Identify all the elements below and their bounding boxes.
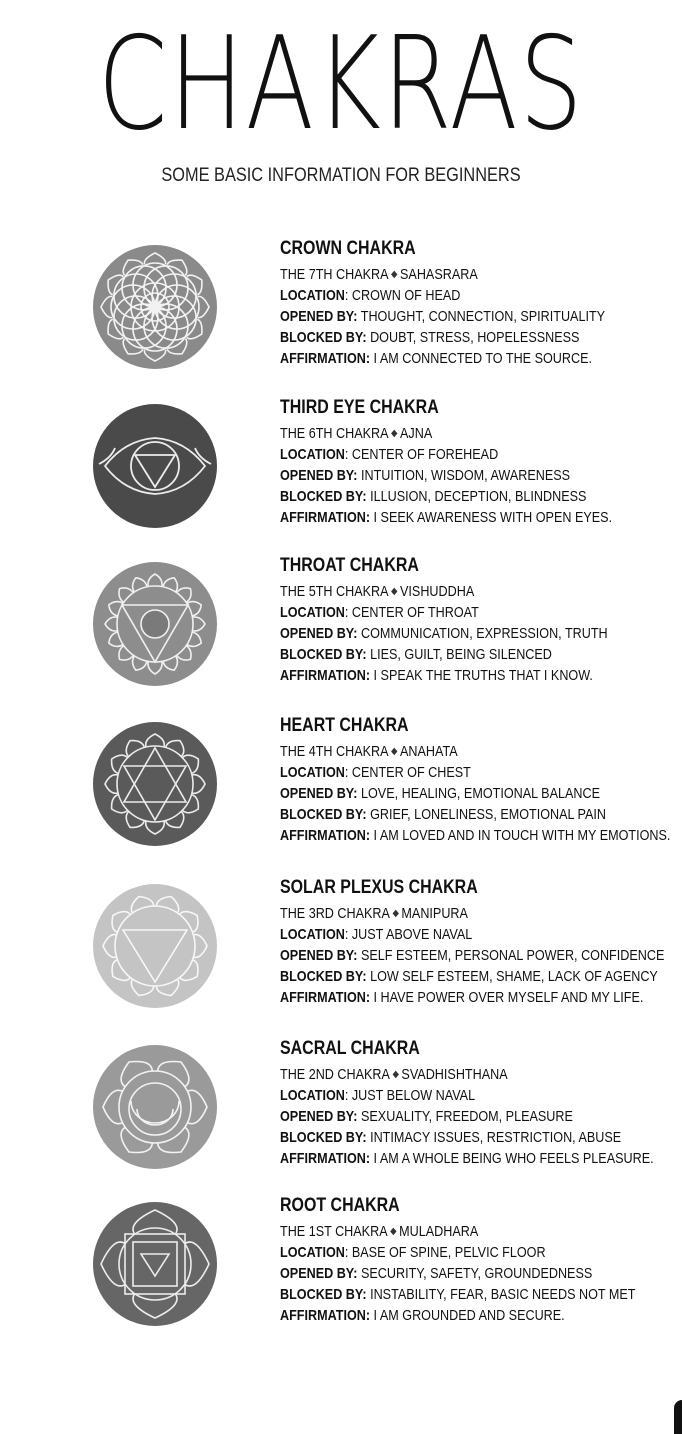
blocked-by-value: LOW SELF ESTEEM, SHAME, LACK OF AGENCY bbox=[370, 968, 658, 985]
opened-by-value: INTUITION, WISDOM, AWARENESS bbox=[360, 467, 571, 484]
location-label: LOCATION bbox=[280, 1244, 345, 1261]
page-title: CHAKRAS bbox=[97, 10, 585, 159]
opened-by-value: LOVE, HEALING, EMOTIONAL BALANCE bbox=[360, 785, 600, 802]
blocked-by-line bbox=[280, 966, 658, 987]
blocked-by-label: BLOCKED BY: bbox=[280, 1286, 367, 1303]
chakra-number-line bbox=[280, 581, 624, 602]
diamond-icon: ◆ bbox=[391, 269, 398, 280]
location-label: LOCATION bbox=[280, 926, 345, 943]
location-value: : CENTER OF THROAT bbox=[344, 604, 479, 621]
location-value: : BASE OF SPINE, PELVIC FLOOR bbox=[344, 1244, 546, 1261]
chakra-number-line bbox=[280, 1221, 624, 1242]
location-line bbox=[280, 285, 624, 306]
page-subtitle: SOME BASIC INFORMATION FOR BEGINNERS bbox=[161, 165, 521, 186]
affirmation-value: I AM A WHOLE BEING WHO FEELS PLEASURE. bbox=[373, 1150, 654, 1167]
chakra-number-line bbox=[280, 423, 624, 444]
opened-by-label: OPENED BY: bbox=[280, 1108, 358, 1125]
affirmation-label: AFFIRMATION: bbox=[280, 509, 371, 526]
opened-by-line bbox=[280, 1106, 624, 1127]
chakra-sanskrit: VISHUDDHA bbox=[400, 583, 475, 600]
blocked-by-value: DOUBT, STRESS, HOPELESSNESS bbox=[370, 329, 580, 346]
chakra-throat bbox=[0, 553, 682, 711]
affirmation-value: I AM LOVED AND IN TOUCH WITH MY EMOTIONS. bbox=[373, 827, 671, 844]
chakra-name: THROAT CHAKRA bbox=[280, 555, 419, 576]
opened-by-line bbox=[280, 1263, 624, 1284]
chakra-number: THE 1ST CHAKRA bbox=[280, 1223, 388, 1240]
affirmation-label: AFFIRMATION: bbox=[280, 667, 371, 684]
blocked-by-label: BLOCKED BY: bbox=[280, 968, 367, 985]
opened-by-label: OPENED BY: bbox=[280, 1265, 358, 1282]
opened-by-value: SELF ESTEEM, PERSONAL POWER, CONFIDENCE bbox=[360, 947, 665, 964]
blocked-by-label: BLOCKED BY: bbox=[280, 1129, 367, 1146]
chakra-number-line bbox=[280, 1064, 624, 1085]
location-value: : JUST ABOVE NAVAL bbox=[344, 926, 473, 943]
blocked-by-label: BLOCKED BY: bbox=[280, 646, 367, 663]
blocked-by-value: LIES, GUILT, BEING SILENCED bbox=[370, 646, 552, 663]
eye-icon bbox=[90, 401, 220, 531]
blocked-by-label: BLOCKED BY: bbox=[280, 488, 367, 505]
blocked-by-value: INTIMACY ISSUES, RESTRICTION, ABUSE bbox=[370, 1129, 622, 1146]
affirmation-line bbox=[280, 825, 671, 846]
location-line bbox=[280, 762, 624, 783]
affirmation-value: I SEEK AWARENESS WITH OPEN EYES. bbox=[373, 509, 613, 526]
opened-by-line bbox=[280, 306, 624, 327]
opened-by-value: COMMUNICATION, EXPRESSION, TRUTH bbox=[360, 625, 608, 642]
diamond-icon: ◆ bbox=[392, 908, 399, 919]
chakra-third-eye bbox=[0, 395, 682, 553]
square-icon bbox=[90, 1199, 220, 1329]
affirmation-label: AFFIRMATION: bbox=[280, 1150, 371, 1167]
location-line bbox=[280, 1242, 624, 1263]
chakra-name: CROWN CHAKRA bbox=[280, 238, 416, 259]
diamond-icon: ◆ bbox=[391, 428, 398, 439]
blocked-by-label: BLOCKED BY: bbox=[280, 329, 367, 346]
location-line bbox=[280, 924, 624, 945]
chakra-number-line bbox=[280, 264, 624, 285]
opened-by-value: SEXUALITY, FREEDOM, PLEASURE bbox=[360, 1108, 573, 1125]
affirmation-value: I SPEAK THE TRUTHS THAT I KNOW. bbox=[373, 667, 593, 684]
blocked-by-value: ILLUSION, DECEPTION, BLINDNESS bbox=[370, 488, 587, 505]
chakra-crown bbox=[0, 236, 682, 394]
blocked-by-label: BLOCKED BY: bbox=[280, 806, 367, 823]
chakra-sacral bbox=[0, 1036, 682, 1194]
affirmation-line bbox=[280, 348, 624, 369]
chakra-name: ROOT CHAKRA bbox=[280, 1195, 400, 1216]
affirmation-label: AFFIRMATION: bbox=[280, 827, 371, 844]
chakra-name: SOLAR PLEXUS CHAKRA bbox=[280, 877, 478, 898]
chakra-heart bbox=[0, 713, 682, 871]
affirmation-value: I HAVE POWER OVER MYSELF AND MY LIFE. bbox=[373, 989, 644, 1006]
chakra-info bbox=[280, 1036, 654, 1169]
location-value: : CENTER OF CHEST bbox=[344, 764, 471, 781]
chakra-root bbox=[0, 1193, 682, 1351]
diamond-icon: ◆ bbox=[390, 1226, 397, 1237]
chakra-number: THE 5TH CHAKRA bbox=[280, 583, 389, 600]
chakra-name: SACRAL CHAKRA bbox=[280, 1038, 420, 1059]
chakra-sanskrit: SVADHISHTHANA bbox=[401, 1066, 508, 1083]
triangle-icon bbox=[90, 881, 220, 1011]
chakra-info bbox=[280, 875, 665, 1008]
affirmation-label: AFFIRMATION: bbox=[280, 350, 371, 367]
chakra-number: THE 2ND CHAKRA bbox=[280, 1066, 390, 1083]
chakra-number: THE 6TH CHAKRA bbox=[280, 425, 389, 442]
affirmation-line bbox=[280, 665, 624, 686]
chakra-number-line bbox=[280, 903, 624, 924]
blocked-by-value: INSTABILITY, FEAR, BASIC NEEDS NOT MET bbox=[370, 1286, 636, 1303]
location-label: LOCATION bbox=[280, 764, 345, 781]
affirmation-line bbox=[280, 1148, 654, 1169]
blocked-by-value: GRIEF, LONELINESS, EMOTIONAL PAIN bbox=[370, 806, 607, 823]
chakra-info bbox=[280, 1193, 636, 1326]
chakra-number: THE 4TH CHAKRA bbox=[280, 743, 389, 760]
page-corner bbox=[674, 1400, 682, 1434]
affirmation-line bbox=[280, 987, 644, 1008]
chakra-info bbox=[280, 236, 624, 369]
opened-by-label: OPENED BY: bbox=[280, 785, 358, 802]
opened-by-label: OPENED BY: bbox=[280, 625, 358, 642]
opened-by-label: OPENED BY: bbox=[280, 308, 358, 325]
location-label: LOCATION bbox=[280, 1087, 345, 1104]
location-value: : CROWN OF HEAD bbox=[344, 287, 461, 304]
blocked-by-line bbox=[280, 644, 624, 665]
location-line bbox=[280, 444, 624, 465]
location-label: LOCATION bbox=[280, 287, 345, 304]
opened-by-line bbox=[280, 465, 624, 486]
chakra-sanskrit: AJNA bbox=[400, 425, 433, 442]
diamond-icon: ◆ bbox=[391, 586, 398, 597]
opened-by-line bbox=[280, 945, 665, 966]
affirmation-line bbox=[280, 1305, 624, 1326]
chakra-info bbox=[280, 395, 624, 528]
location-value: : CENTER OF FOREHEAD bbox=[344, 446, 499, 463]
location-label: LOCATION bbox=[280, 446, 345, 463]
location-value: : JUST BELOW NAVAL bbox=[344, 1087, 476, 1104]
blocked-by-line bbox=[280, 1127, 624, 1148]
affirmation-label: AFFIRMATION: bbox=[280, 1307, 371, 1324]
blocked-by-line bbox=[280, 327, 624, 348]
opened-by-label: OPENED BY: bbox=[280, 947, 358, 964]
chakra-sanskrit: ANAHATA bbox=[400, 743, 458, 760]
chakra-info bbox=[280, 713, 671, 846]
chakra-number: THE 7TH CHAKRA bbox=[280, 266, 389, 283]
affirmation-label: AFFIRMATION: bbox=[280, 989, 371, 1006]
chakra-name: THIRD EYE CHAKRA bbox=[280, 397, 439, 418]
opened-by-label: OPENED BY: bbox=[280, 467, 358, 484]
chakra-number-line bbox=[280, 741, 624, 762]
blocked-by-line bbox=[280, 1284, 636, 1305]
diamond-icon: ◆ bbox=[391, 746, 398, 757]
opened-by-line bbox=[280, 623, 624, 644]
diamond-icon: ◆ bbox=[392, 1069, 399, 1080]
chakra-solar-plexus bbox=[0, 875, 682, 1033]
opened-by-line bbox=[280, 783, 624, 804]
location-line bbox=[280, 1085, 624, 1106]
chakra-info bbox=[280, 553, 624, 686]
triangle-circle-icon bbox=[90, 559, 220, 689]
opened-by-value: THOUGHT, CONNECTION, SPIRITUALITY bbox=[360, 308, 606, 325]
crescent-icon bbox=[90, 1042, 220, 1172]
opened-by-value: SECURITY, SAFETY, GROUNDEDNESS bbox=[360, 1265, 593, 1282]
chakra-sanskrit: MANIPURA bbox=[401, 905, 468, 922]
blocked-by-line bbox=[280, 804, 624, 825]
location-label: LOCATION bbox=[280, 604, 345, 621]
hexagram-icon bbox=[90, 719, 220, 849]
location-line bbox=[280, 602, 624, 623]
chakra-sanskrit: MULADHARA bbox=[399, 1223, 479, 1240]
lotus-icon bbox=[90, 242, 220, 372]
affirmation-line bbox=[280, 507, 624, 528]
affirmation-value: I AM GROUNDED AND SECURE. bbox=[373, 1307, 565, 1324]
affirmation-value: I AM CONNECTED TO THE SOURCE. bbox=[373, 350, 592, 367]
chakra-number: THE 3RD CHAKRA bbox=[280, 905, 390, 922]
blocked-by-line bbox=[280, 486, 624, 507]
chakra-sanskrit: SAHASRARA bbox=[400, 266, 478, 283]
chakra-name: HEART CHAKRA bbox=[280, 715, 409, 736]
